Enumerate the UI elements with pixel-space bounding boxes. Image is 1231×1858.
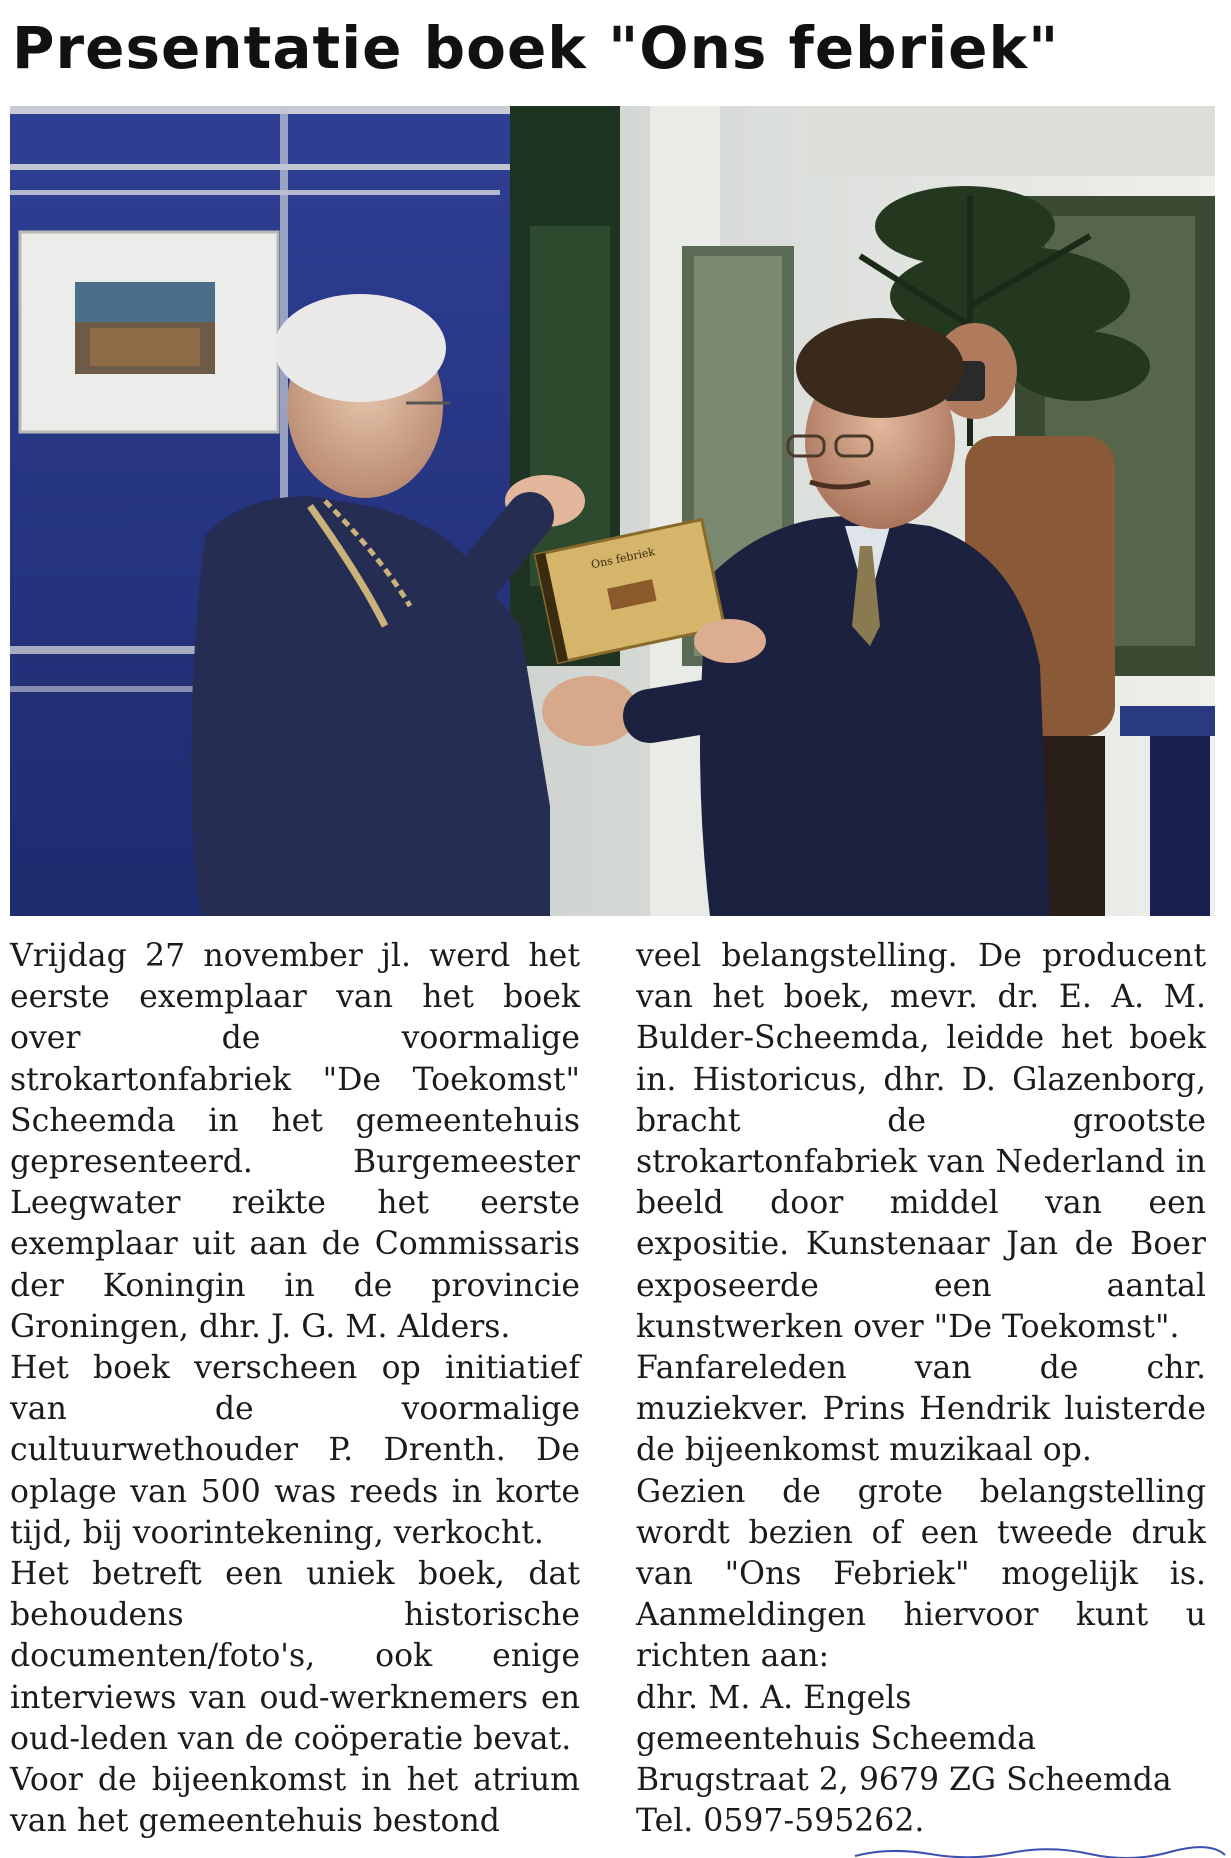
article-paragraph: Gezien de grote belangstelling wordt bezien of een tweede druk van "Ons Febriek" mogelijk is. Aanmeldingen hiervoor kunt u richten aan:: [636, 1473, 1206, 1675]
book-cover-title: Ons febriek: [589, 545, 657, 572]
article-paragraph: Fanfareleden van de chr. muziekver. Prins Hendrik luisterde de bijeenkomst muzikaal op.: [636, 1350, 1206, 1469]
address-line: dhr. M. A. Engels: [636, 1679, 912, 1716]
article-paragraph: Het boek verscheen op initiatief van de voormalige cultuurwethouder P. Drenth. De oplage van 500 was reeds in korte tijd, bij voorintekening, verkocht.: [10, 1350, 580, 1551]
article-paragraph: veel belangstelling. De producent van het boek, mevr. dr. E. A. M. Bulder-Scheemda, leidde het boek in. Historicus, dhr. D. Glazenborg, bracht de grootste strokartonfabriek van Nederland in beeld door middel van een expositie. Kunstenaar Jan de Boer exposeerde een aantal kunstwerken over "De Toekomst".: [636, 938, 1206, 1345]
address-line: Brugstraat 2, 9679 ZG Scheemda: [636, 1762, 1172, 1799]
address-line: Tel. 0597-595262.: [636, 1803, 925, 1840]
article-column-left: [10, 936, 580, 1842]
article-column-right: [636, 936, 1206, 1842]
article-photo: [10, 106, 1215, 916]
handwritten-annotation: [850, 1845, 1230, 1858]
article-headline: Presentatie boek "Ons febriek": [12, 14, 1060, 82]
address-line: gemeentehuis Scheemda: [636, 1720, 1036, 1757]
photo-illustration: [10, 106, 1215, 916]
article-paragraph: Voor de bijeenkomst in het atrium van het gemeentehuis bestond: [10, 1762, 580, 1840]
article-paragraph: Vrijdag 27 november jl. werd het eerste exemplaar van het boek over de voormalige strokartonfabriek "De Toekomst" Scheemda in het gemeentehuis gepresenteerd. Burgemeester Leegwater reikte het eerste exemplaar uit aan de Commissaris der Koningin in de provincie Groningen, dhr. J. G. M. Alders.: [10, 938, 580, 1345]
article-paragraph: Het betreft een uniek boek, dat behoudens historische documenten/foto's, ook enige interviews van oud-werknemers en oud-leden van de coöperatie bevat.: [10, 1556, 580, 1757]
